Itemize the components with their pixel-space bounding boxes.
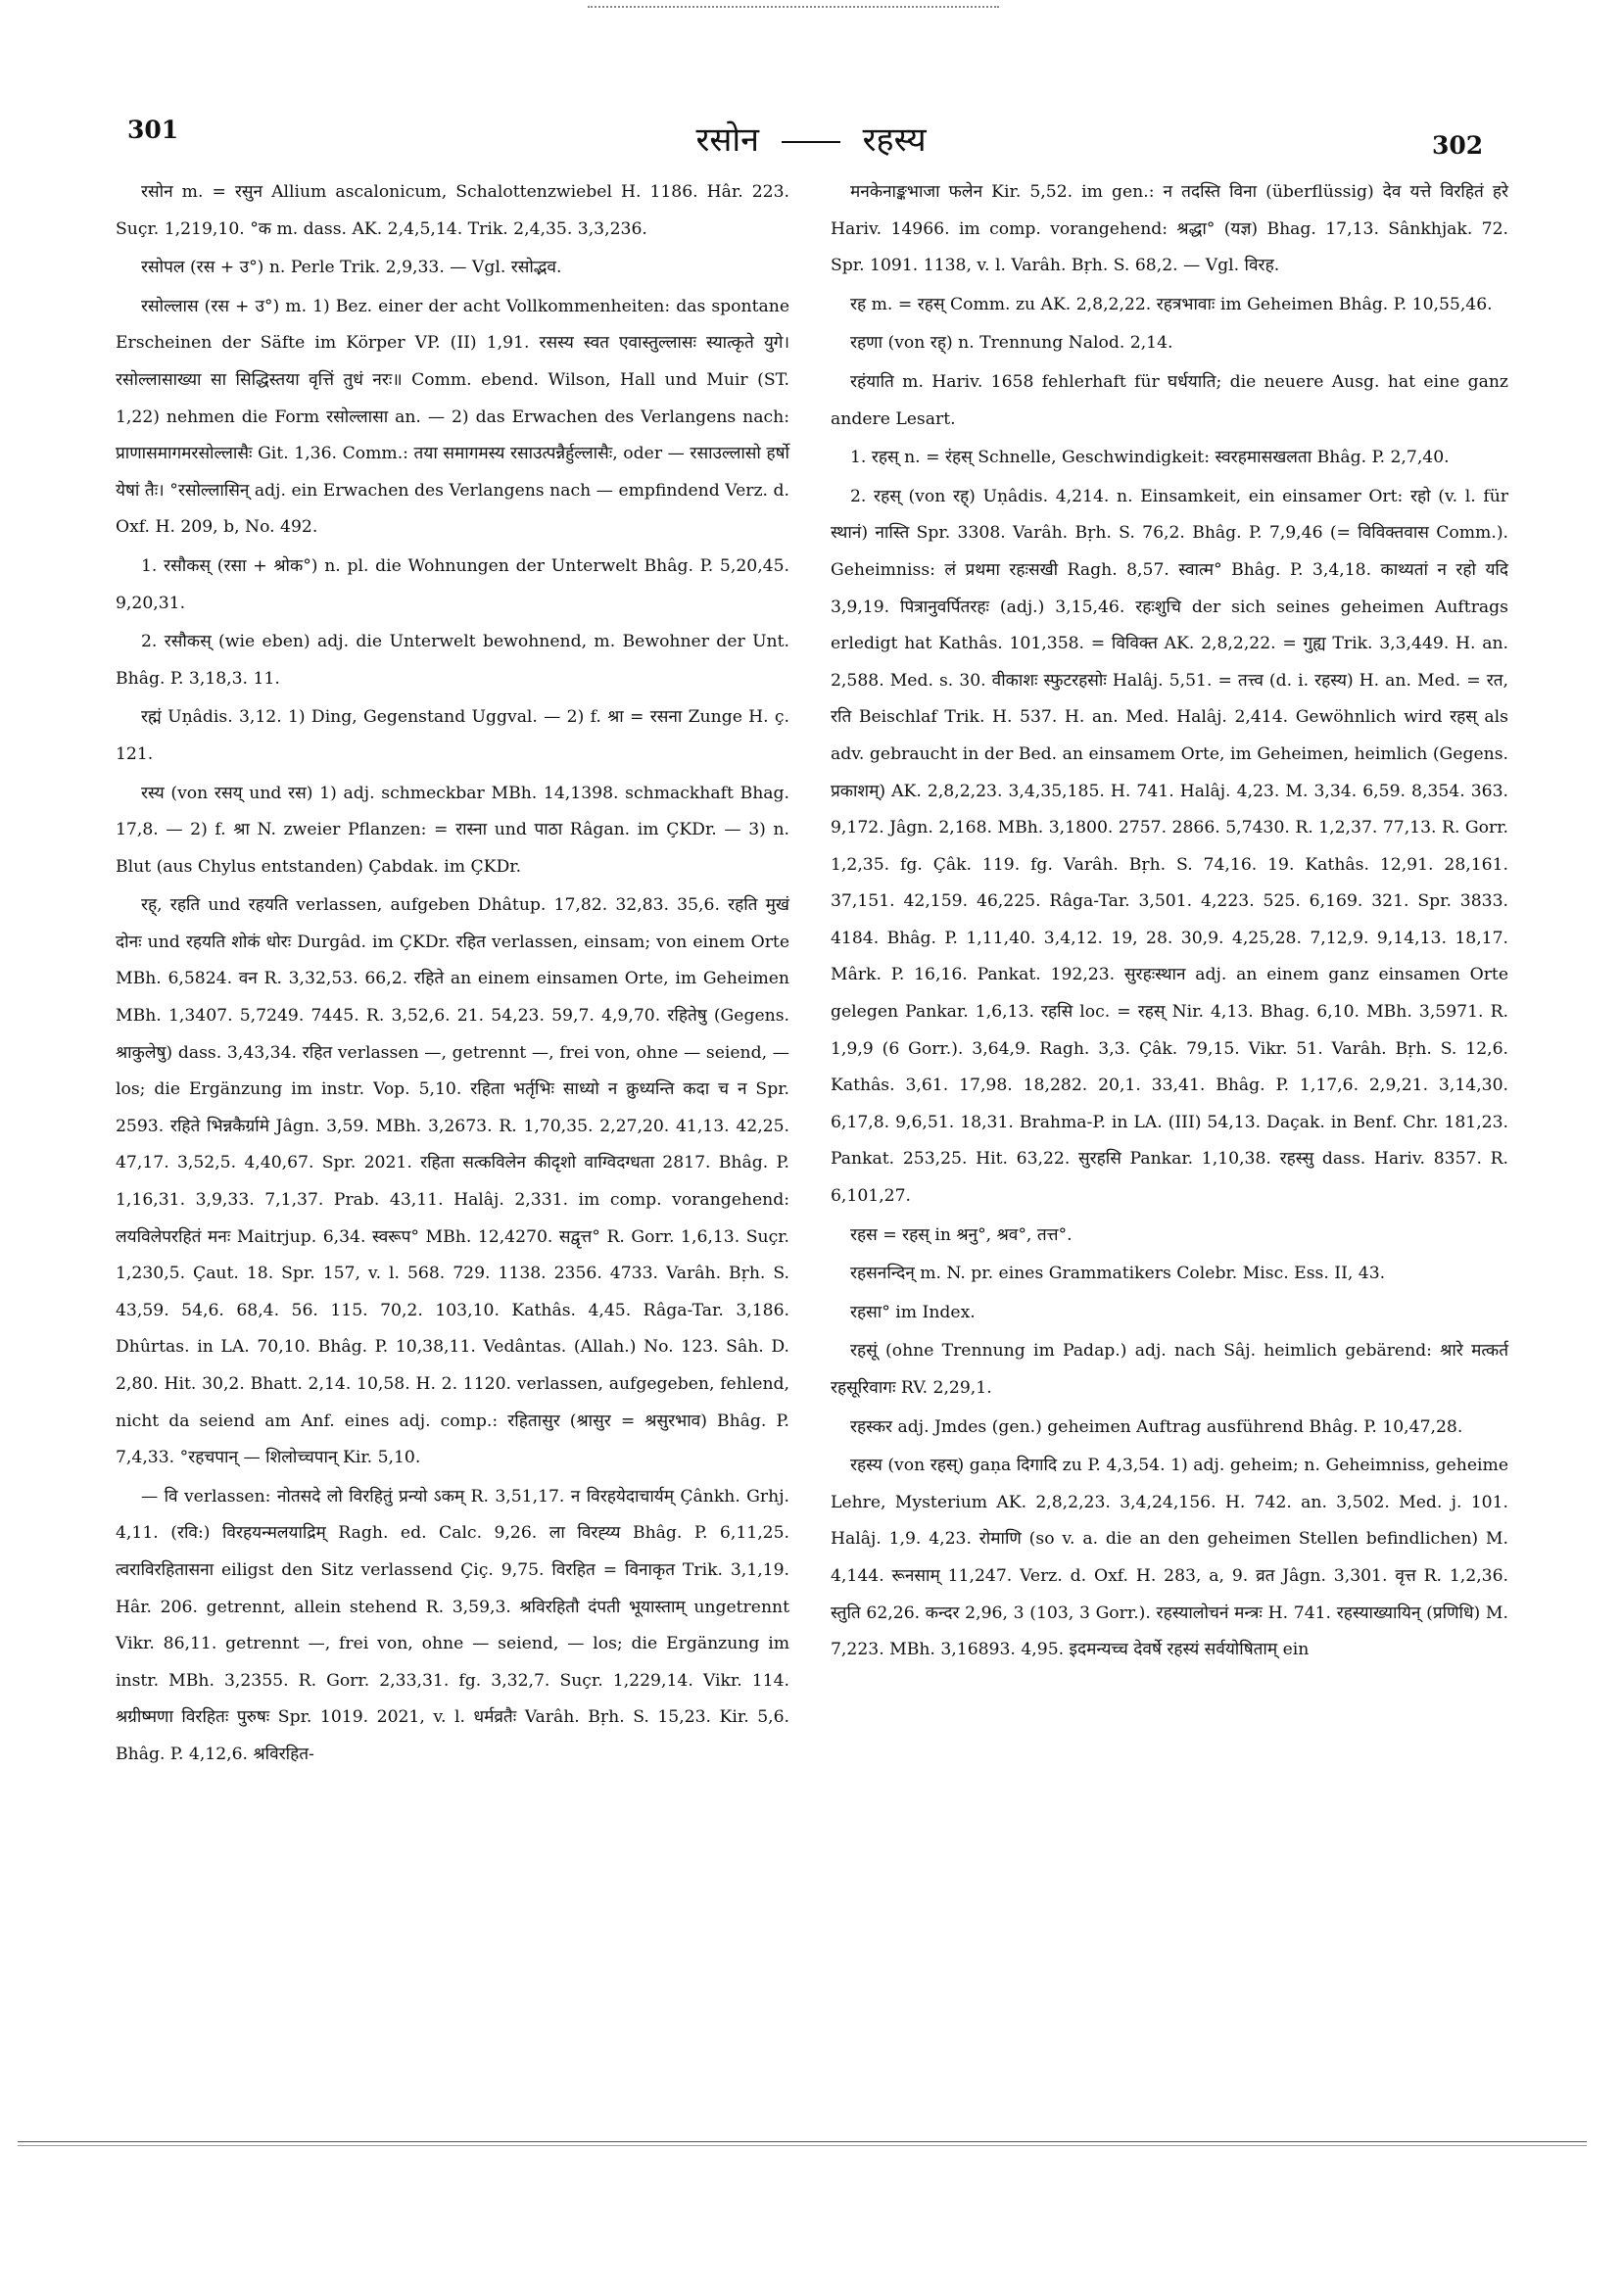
dictionary-entry: रहसूं (ohne Trennung im Padap.) adj. nach Sâj. heimlich gebärend: श्रारे मत्कर्त रहसूरिवागः RV. 2,29,1. xyxy=(831,1341,1508,1398)
dictionary-entry: 2. रसौकस् (wie eben) adj. die Unterwelt bewohnend, m. Bewohner der Unt. Bhâg. P. 3,18,3. 11. xyxy=(116,632,789,689)
headword-dash xyxy=(782,141,840,143)
dictionary-entry: — वि verlassen: नोतसदे लो विरहितुं प्रन्यो ऽकम् R. 3,51,17. न विरहयेदाचार्यम् Çânkh. Grhj. 4,11. (रवि:) विरहयन्मलयाद्रिम् Ragh. ed. Calc. 9,26. ला विरह्य्य Bhâg. P. 6,11,25. त्वराविरहितासना eiligst den Sitz verlassend Çiç. 9,75. विरहित = विनाकृत Trik. 3,1,19. Hâr. 206. getrennt, allein stehend R. 3,59,3. श्रविरहितौ दंपती भूयास्ताम् ungetrennt Vikr. 86,11. getrennt —, frei von, ohne — seiend, — los; die Ergänzung im instr. MBh. 3,2355. R. Gorr. 2,33,31. fg. 3,32,7. Suçr. 1,229,14. Vikr. 114. श्रग्रीष्मणा विरहितः पुरुषः Spr. 1019. 2021, v. l. धर्मव्रतैः Varâh. Bṛh. S. 15,23. Kir. 5,6. Bhâg. P. 4,12,6. श्रविरहित- xyxy=(116,1486,789,1764)
right-column xyxy=(831,174,1508,1671)
dictionary-entry: रह्, रहति und रहयति verlassen, aufgeben Dhâtup. 17,82. 32,83. 35,6. रहति मुखं दोनः und रहयति शोकं धोरः Durgâd. im ÇKDr. रहित verlassen, einsam; von einem Orte MBh. 6,5824. वन R. 3,32,53. 66,2. रहिते an einem einsamen Orte, im Geheimen MBh. 1,3407. 5,7249. 7445. R. 3,52,6. 21. 54,23. 59,7. 4,9,70. रहितेषु (Gegens. श्राकुलेषु) dass. 3,43,34. रहित verlassen —, getrennt —, frei von, ohne — seiend, — los; die Ergänzung im instr. Vop. 5,10. रहिता भर्तृभिः साध्यो न क्रुध्यन्ति कदा च न Spr. 2593. रहिते भिन्नकैर्ग्रामे Jâgn. 3,59. MBh. 3,2673. R. 1,70,35. 2,27,20. 41,13. 42,25. 47,17. 3,52,5. 4,40,67. Spr. 2021. रहिता सत्कविलेन कीदृशो वाग्विदग्धता 2817. Bhâg. P. 1,16,31. 3,9,33. 7,1,37. Prab. 43,11. Halâj. 2,331. im comp. vorangehend: लयविलेपरहितं मनः Maitrjup. 6,34. स्वरूप° MBh. 12,4270. सद्वृत्त° R. Gorr. 1,6,13. Suçr. 1,230,5. Çaut. 18. Spr. 157, v. l. 568. 729. 1138. 2356. 4733. Varâh. Bṛh. S. 43,59. 54,6. 68,4. 56. 115. 70,2. 103,10. Kathâs. 4,45. Râga-Tar. 3,186. Dhûrtas. in LA. 70,10. Bhâg. P. 10,38,11. Vedântas. (Allah.) No. 123. Sâh. D. 2,80. Hit. 30,2. Bhatt. 2,14. 10,58. H. 2. 1120. verlassen, aufgegeben, fehlend, nicht da seiend am Anf. eines adj. comp.: रहितासुर (श्रासुर = श्रसुरभाव) Bhâg. P. 7,4,33. °रहचपान् — शिलोच्चपान् Kir. 5,10. xyxy=(116,895,789,1468)
page-number-left: 301 xyxy=(127,116,179,144)
dictionary-entry: रह्मं Uṇâdis. 3,12. 1) Ding, Gegenstand Uggval. — 2) f. श्रा = रसना Zunge H. ç. 121. xyxy=(116,707,789,764)
headword-right: रहस्य xyxy=(862,120,927,160)
dictionary-entry: 1. रसौकस् (रसा + श्रोक°) n. pl. die Wohnungen der Unterwelt Bhâg. P. 5,20,45. 9,20,31. xyxy=(116,555,789,613)
scan-artifact-line xyxy=(588,6,999,9)
dictionary-entry: रह m. = रहस् Comm. zu AK. 2,8,2,22. रहत्रभावाः im Geheimen Bhâg. P. 10,55,46. xyxy=(850,294,1493,314)
dictionary-entry: मनकेनाङ्कभाजा फलेन Kir. 5,52. im gen.: न तदस्ति विना (überflüssig) देव यत्ते विरहितं हरे Hariv. 14966. im comp. vorangehend: श्रद्धा° (यज्ञ) Bhag. 17,13. Sânkhjak. 72. Spr. 1091. 1138, v. l. Varâh. Bṛh. S. 68,2. — Vgl. विरह. xyxy=(831,182,1508,276)
dictionary-entry: रहस्कर adj. Jmdes (gen.) geheimen Auftrag ausführend Bhâg. P. 10,47,28. xyxy=(850,1416,1463,1437)
headword-left: रसोन xyxy=(695,120,760,160)
dictionary-entry: रहसा° im Index. xyxy=(850,1302,976,1322)
bottom-rule-secondary xyxy=(18,2145,1587,2146)
dictionary-entry: 2. रहस् (von रह्) Uṇâdis. 4,214. n. Einsamkeit, ein einsamer Ort: रहो (v. l. für स्थानं) नास्ति Spr. 3308. Varâh. Bṛh. S. 76,2. Bhâg. P. 7,9,46 (= विविक्तवास Comm.). Geheimniss: लं प्रथमा रहःसखी Ragh. 8,57. स्वात्म° Bhâg. P. 3,4,18. काथ्यतां न रहो यदि 3,9,19. पित्रानुवर्पितरहः (adj.) 3,15,46. रहःशुचि der sich seines geheimen Auftrags erledigt hat Kathâs. 101,358. = विविक्त AK. 2,8,2,22. = गुह्य Trik. 3,3,449. H. an. 2,588. Med. s. 30. वीकाशः स्फुटरहसोः Halâj. 5,51. = तत्त्व (d. i. रहस्य) H. an. Med. = रत, रति Beischlaf Trik. H. 537. H. an. Med. Halâj. 2,414. Gewöhnlich wird रहस् als adv. gebraucht in der Bed. an einsamem Orte, im Geheimen, heimlich (Gegens. प्रकाशम्) AK. 2,8,2,23. 3,4,35,185. H. 741. Halâj. 4,23. M. 3,34. 6,59. 8,354. 363. 9,172. Jâgn. 2,168. MBh. 3,1800. 2757. 2866. 5,7430. R. 1,2,37. 77,13. R. Gorr. 1,2,35. fg. Çâk. 119. fg. Varâh. Bṛh. S. 74,16. 19. Kathâs. 12,91. 28,161. 37,151. 42,159. 46,225. Râga-Tar. 3,501. 4,223. 525. 6,169. 321. Spr. 3833. 4184. Bhâg. P. 1,11,40. 3,4,12. 19, 28. 30,9. 4,25,28. 7,12,9. 9,14,13. 18,17. Mârk. P. 16,16. Pankat. 192,23. सुरहःस्थान adj. an einem ganz einsamen Orte gelegen Pankar. 1,6,13. रहसि loc. = रहस् Nir. 4,13. Bhag. 6,10. MBh. 3,5971. R. 1,9,9 (6 Gorr.). 3,64,9. Ragh. 3,3. Çâk. 79,15. Vikr. 51. Varâh. Bṛh. S. 12,6. Kathâs. 3,61. 17,98. 18,282. 20,1. 33,41. Bhâg. P. 1,17,6. 2,9,21. 3,14,30. 6,17,8. 9,6,51. 18,31. Brahma-P. in LA. (III) 54,13. Daçak. in Benf. Chr. 181,23. Pankat. 253,25. Hit. 63,22. सुरहसि Pankar. 1,10,38. रहस्सु dass. Hariv. 8357. R. 6,101,27. xyxy=(831,486,1508,1207)
dictionary-entry: रहस्य (von रहस्) gaṇa दिगादि zu P. 4,3,54. 1) adj. geheim; n. Geheimniss, geheime Lehre, Mysterium AK. 2,8,2,23. 3,4,24,156. H. 742. an. 3,502. Med. j. 101. Halâj. 1,9. 4,23. रोमाणि (so v. a. die an den geheimen Stellen befindlichen) M. 4,144. रूनसाम् 11,247. Verz. d. Oxf. H. 283, a, 9. व्रत Jâgn. 3,301. वृत्त R. 1,2,36. स्तुति 62,26. कन्दर 2,96, 3 (103, 3 Gorr.). रहस्यालोचनं मन्त्रः H. 741. रहस्याख्यायिन् (प्रणिधि) M. 7,223. MBh. 3,16893. 4,95. इदमन्यच्च देवर्षे रहस्यं सर्वयोषिताम् ein xyxy=(831,1456,1508,1660)
page-number-right: 302 xyxy=(1432,131,1484,160)
dictionary-entry: रसोन m. = रसुन Allium ascalonicum, Schalottenzwiebel H. 1186. Hâr. 223. Suçr. 1,219,10. °क m. dass. AK. 2,4,5,14. Trik. 2,4,35. 3,3,236. xyxy=(116,182,789,239)
running-head xyxy=(0,116,1622,161)
dictionary-entry: 1. रहस् n. = रंहस् Schnelle, Geschwindigkeit: स्वरहमासखलता Bhâg. P. 2,7,40. xyxy=(850,448,1450,468)
dictionary-entry: रहंयाति m. Hariv. 1658 fehlerhaft für घर्धयाति; die neuere Ausg. hat eine ganz andere Lesart. xyxy=(831,371,1508,429)
dictionary-entry: रहसनन्दिन् m. N. pr. eines Grammatikers Colebr. Misc. Ess. II, 43. xyxy=(850,1264,1386,1284)
dictionary-entry: रहस = रहस् in श्रनु°, श्रव°, तत्त°. xyxy=(850,1224,1073,1245)
dictionary-entry: रस्य (von रसय् und रस) 1) adj. schmeckbar MBh. 14,1398. schmackhaft Bhag. 17,8. — 2) f. श्रा N. zweier Pflanzen: = रास्ना und पाठा Râgan. im ÇKDr. — 3) n. Blut (aus Chylus entstanden) Çabdak. im ÇKDr. xyxy=(116,783,789,877)
dictionary-entry: रसोल्लास (रस + उ°) m. 1) Bez. einer der acht Vollkommenheiten: das spontane Erscheinen der Säfte im Körper VP. (II) 1,91. रसस्य स्वत एवास्तुल्लासः स्यात्कृते युगे। रसोल्लासाख्या सा सिद्धिस्तया वृत्तिं तुधं नरः॥ Comm. ebend. Wilson, Hall und Muir (ST. 1,22) nehmen die Form रसोल्लासा an. — 2) das Erwachen des Verlangens nach: प्राणासमागमरसोल्लासैः Git. 1,36. Comm.: तया समागमस्य रसाउत्पन्नैर्हुल्लासैः, oder — रसाउल्लासो हर्षो येषां तैः। °रसोल्लासिन् adj. ein Erwachen des Verlangens nach — empfindend Verz. d. Oxf. H. 209, b, No. 492. xyxy=(116,296,789,538)
dictionary-entry: रसोपल (रस + उ°) n. Perle Trik. 2,9,33. — Vgl. रसोद्भव. xyxy=(141,258,562,278)
left-column xyxy=(116,174,789,1776)
bottom-rule xyxy=(18,2141,1587,2142)
dictionary-entry: रहणा (von रह्) n. Trennung Nalod. 2,14. xyxy=(850,333,1173,354)
